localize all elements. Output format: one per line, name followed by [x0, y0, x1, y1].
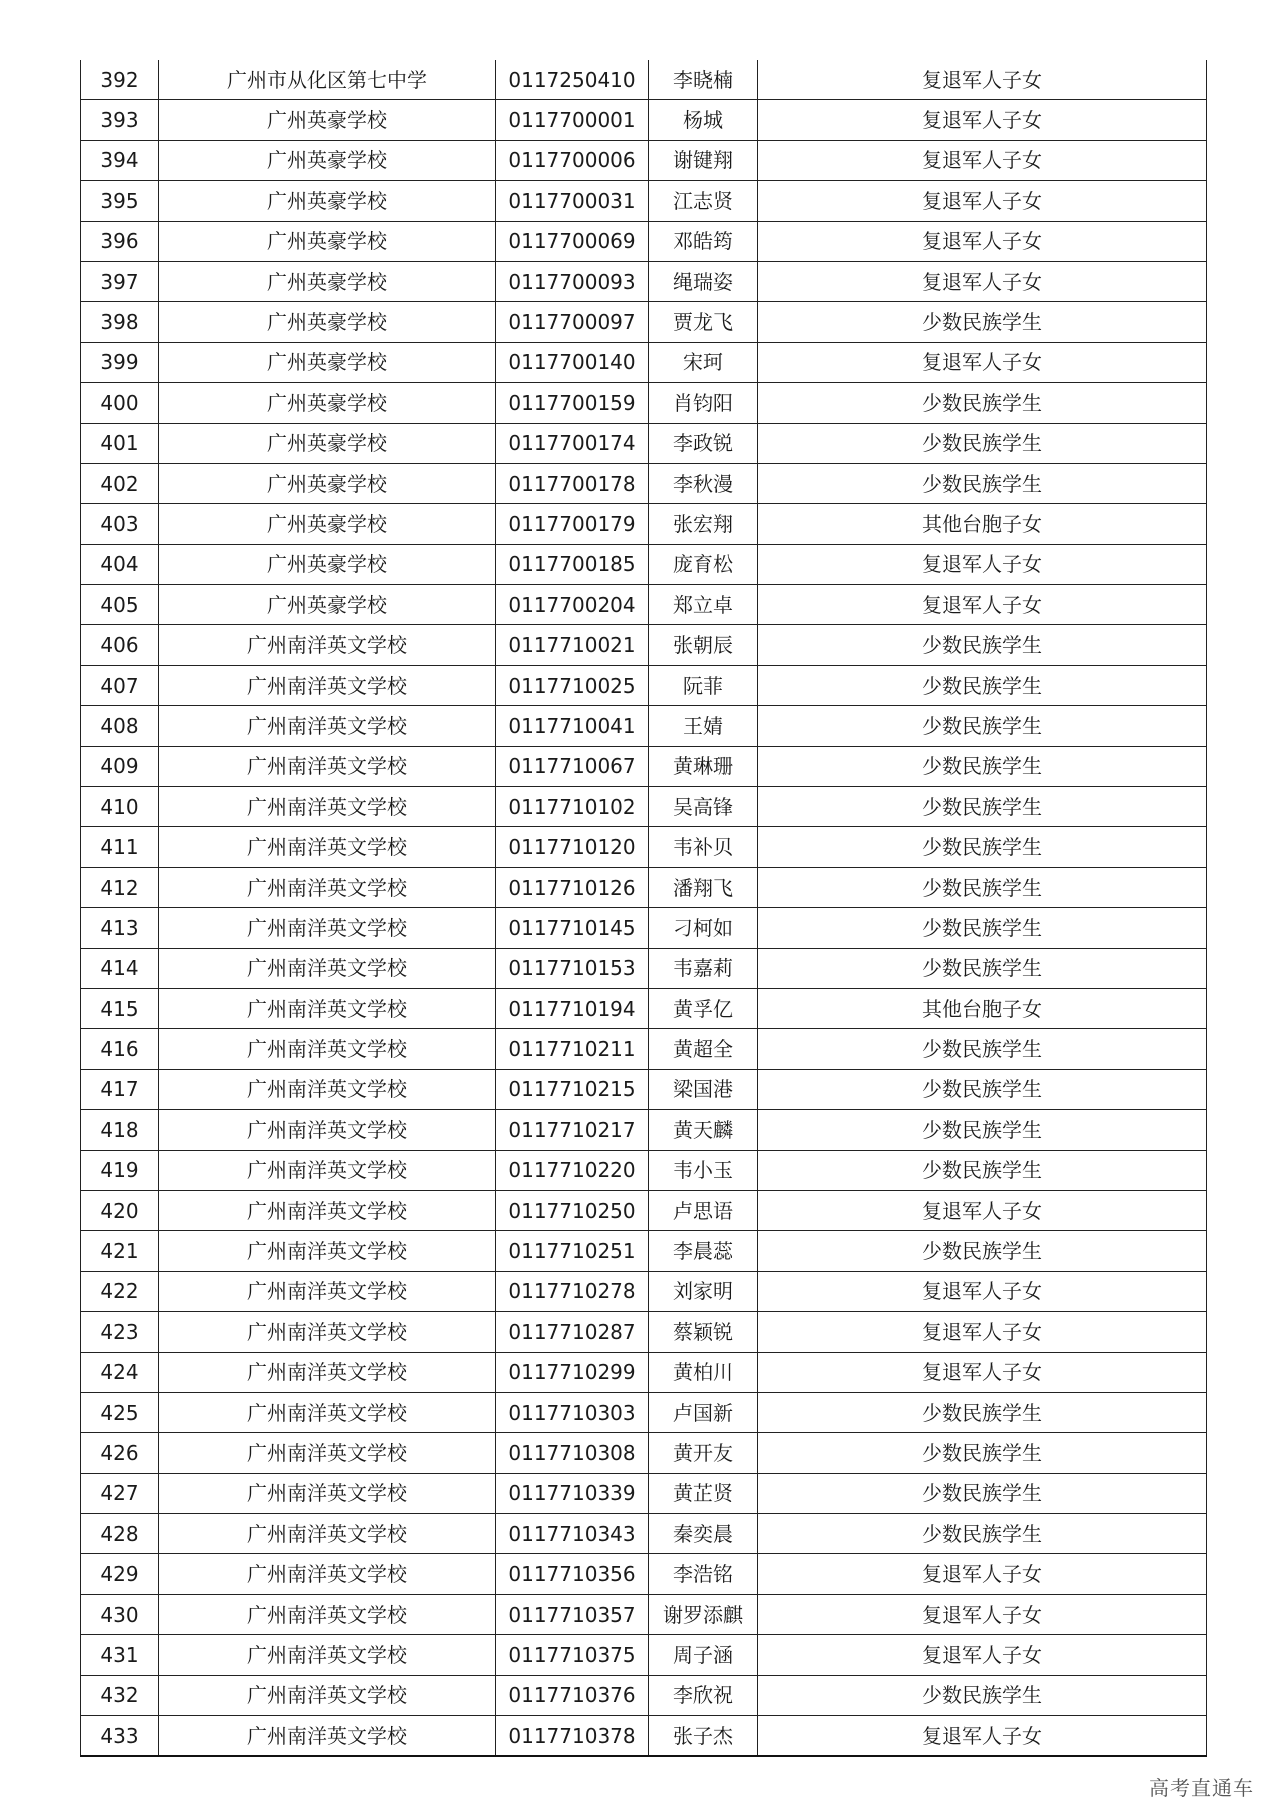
student-name-cell: 周子涵 [649, 1635, 758, 1675]
school-name-cell: 广州市从化区第七中学 [159, 60, 496, 100]
row-number-cell: 395 [81, 181, 159, 221]
school-name-cell: 广州南洋英文学校 [159, 1069, 496, 1109]
row-number-cell: 393 [81, 100, 159, 140]
exam-number-cell: 0117710120 [496, 827, 649, 867]
exam-number-cell: 0117710378 [496, 1716, 649, 1757]
exam-number-cell: 0117710025 [496, 665, 649, 705]
table-row [81, 60, 1207, 100]
row-number-cell: 415 [81, 988, 159, 1028]
exam-number-cell: 0117700204 [496, 585, 649, 625]
row-number-cell: 403 [81, 504, 159, 544]
row-number-cell: 412 [81, 867, 159, 907]
category-cell: 少数民族学生 [758, 1029, 1207, 1069]
school-name-cell: 广州南洋英文学校 [159, 665, 496, 705]
watermark-text: 高考直通车 [1149, 1776, 1254, 1800]
row-number-cell: 407 [81, 665, 159, 705]
row-number-cell: 421 [81, 1231, 159, 1271]
school-name-cell: 广州南洋英文学校 [159, 1029, 496, 1069]
table-row [81, 1675, 1207, 1715]
category-cell: 复退军人子女 [758, 261, 1207, 301]
student-name-cell: 李欣祝 [649, 1675, 758, 1715]
student-name-cell: 张子杰 [649, 1716, 758, 1757]
exam-number-cell: 0117710339 [496, 1473, 649, 1513]
table-row [81, 1473, 1207, 1513]
category-cell: 少数民族学生 [758, 1473, 1207, 1513]
exam-number-cell: 0117710220 [496, 1150, 649, 1190]
student-name-cell: 刁柯如 [649, 908, 758, 948]
school-name-cell: 广州南洋英文学校 [159, 1150, 496, 1190]
table-row [81, 1716, 1207, 1757]
exam-number-cell: 0117700174 [496, 423, 649, 463]
row-number-cell: 424 [81, 1352, 159, 1392]
exam-number-cell: 0117700185 [496, 544, 649, 584]
category-cell: 复退军人子女 [758, 1594, 1207, 1634]
school-name-cell: 广州英豪学校 [159, 544, 496, 584]
student-name-cell: 李政锐 [649, 423, 758, 463]
row-number-cell: 414 [81, 948, 159, 988]
row-number-cell: 417 [81, 1069, 159, 1109]
category-cell: 复退军人子女 [758, 585, 1207, 625]
row-number-cell: 405 [81, 585, 159, 625]
category-cell: 复退军人子女 [758, 1635, 1207, 1675]
table-row [81, 383, 1207, 423]
row-number-cell: 406 [81, 625, 159, 665]
student-name-cell: 潘翔飞 [649, 867, 758, 907]
table-row [81, 1514, 1207, 1554]
row-number-cell: 408 [81, 706, 159, 746]
category-cell: 少数民族学生 [758, 867, 1207, 907]
school-name-cell: 广州南洋英文学校 [159, 867, 496, 907]
row-number-cell: 430 [81, 1594, 159, 1634]
category-cell: 少数民族学生 [758, 908, 1207, 948]
category-cell: 复退军人子女 [758, 60, 1207, 100]
school-name-cell: 广州南洋英文学校 [159, 1594, 496, 1634]
category-cell: 复退军人子女 [758, 140, 1207, 180]
school-name-cell: 广州南洋英文学校 [159, 787, 496, 827]
table-row [81, 787, 1207, 827]
row-number-cell: 416 [81, 1029, 159, 1069]
row-number-cell: 426 [81, 1433, 159, 1473]
table-row [81, 948, 1207, 988]
row-number-cell: 425 [81, 1392, 159, 1432]
row-number-cell: 431 [81, 1635, 159, 1675]
table-row [81, 342, 1207, 382]
row-number-cell: 422 [81, 1271, 159, 1311]
category-cell: 少数民族学生 [758, 706, 1207, 746]
category-cell: 少数民族学生 [758, 787, 1207, 827]
category-cell: 复退军人子女 [758, 1312, 1207, 1352]
row-number-cell: 394 [81, 140, 159, 180]
school-name-cell: 广州南洋英文学校 [159, 1231, 496, 1271]
category-cell: 复退军人子女 [758, 181, 1207, 221]
category-cell: 复退军人子女 [758, 100, 1207, 140]
table-row [81, 544, 1207, 584]
category-cell: 少数民族学生 [758, 1150, 1207, 1190]
category-cell: 少数民族学生 [758, 827, 1207, 867]
table-row [81, 504, 1207, 544]
student-name-cell: 黄孚亿 [649, 988, 758, 1028]
student-name-cell: 肖钧阳 [649, 383, 758, 423]
student-name-cell: 江志贤 [649, 181, 758, 221]
student-name-cell: 黄琳珊 [649, 746, 758, 786]
exam-number-cell: 0117710356 [496, 1554, 649, 1594]
row-number-cell: 423 [81, 1312, 159, 1352]
student-name-cell: 郑立卓 [649, 585, 758, 625]
school-name-cell: 广州英豪学校 [159, 221, 496, 261]
exam-number-cell: 0117710102 [496, 787, 649, 827]
student-name-cell: 韦补贝 [649, 827, 758, 867]
school-name-cell: 广州南洋英文学校 [159, 1271, 496, 1311]
student-name-cell: 黄开友 [649, 1433, 758, 1473]
exam-number-cell: 0117710067 [496, 746, 649, 786]
row-number-cell: 410 [81, 787, 159, 827]
exam-number-cell: 0117710287 [496, 1312, 649, 1352]
row-number-cell: 427 [81, 1473, 159, 1513]
category-cell: 少数民族学生 [758, 1231, 1207, 1271]
table-row [81, 1433, 1207, 1473]
student-name-cell: 杨城 [649, 100, 758, 140]
table-row [81, 1190, 1207, 1230]
school-name-cell: 广州南洋英文学校 [159, 988, 496, 1028]
student-name-cell: 李秋漫 [649, 463, 758, 503]
school-name-cell: 广州英豪学校 [159, 585, 496, 625]
category-cell: 复退军人子女 [758, 544, 1207, 584]
school-name-cell: 广州南洋英文学校 [159, 827, 496, 867]
exam-number-cell: 0117250410 [496, 60, 649, 100]
row-number-cell: 399 [81, 342, 159, 382]
table-row [81, 1029, 1207, 1069]
exam-number-cell: 0117710211 [496, 1029, 649, 1069]
table-row [81, 665, 1207, 705]
exam-number-cell: 0117710357 [496, 1594, 649, 1634]
school-name-cell: 广州南洋英文学校 [159, 1514, 496, 1554]
row-number-cell: 401 [81, 423, 159, 463]
category-cell: 复退军人子女 [758, 1190, 1207, 1230]
row-number-cell: 404 [81, 544, 159, 584]
category-cell: 少数民族学生 [758, 948, 1207, 988]
table-row [81, 1594, 1207, 1634]
category-cell: 复退军人子女 [758, 1271, 1207, 1311]
exam-number-cell: 0117710021 [496, 625, 649, 665]
table-row [81, 140, 1207, 180]
exam-number-cell: 0117700001 [496, 100, 649, 140]
exam-number-cell: 0117700031 [496, 181, 649, 221]
row-number-cell: 432 [81, 1675, 159, 1715]
table-row [81, 746, 1207, 786]
exam-number-cell: 0117710041 [496, 706, 649, 746]
row-number-cell: 419 [81, 1150, 159, 1190]
student-name-cell: 宋珂 [649, 342, 758, 382]
row-number-cell: 428 [81, 1514, 159, 1554]
student-name-cell: 韦小玉 [649, 1150, 758, 1190]
row-number-cell: 397 [81, 261, 159, 301]
row-number-cell: 418 [81, 1110, 159, 1150]
row-number-cell: 396 [81, 221, 159, 261]
category-cell: 复退军人子女 [758, 1352, 1207, 1392]
category-cell: 复退军人子女 [758, 1554, 1207, 1594]
school-name-cell: 广州南洋英文学校 [159, 1675, 496, 1715]
student-name-cell: 刘家明 [649, 1271, 758, 1311]
student-name-cell: 卢思语 [649, 1190, 758, 1230]
student-name-cell: 黄柏川 [649, 1352, 758, 1392]
student-name-cell: 吴高锋 [649, 787, 758, 827]
school-name-cell: 广州南洋英文学校 [159, 746, 496, 786]
school-name-cell: 广州南洋英文学校 [159, 1190, 496, 1230]
table-row [81, 585, 1207, 625]
category-cell: 少数民族学生 [758, 1110, 1207, 1150]
exam-number-cell: 0117710145 [496, 908, 649, 948]
school-name-cell: 广州英豪学校 [159, 181, 496, 221]
table-row [81, 261, 1207, 301]
school-name-cell: 广州英豪学校 [159, 423, 496, 463]
table-row [81, 1271, 1207, 1311]
school-name-cell: 广州英豪学校 [159, 504, 496, 544]
category-cell: 复退军人子女 [758, 342, 1207, 382]
table-row [81, 423, 1207, 463]
exam-number-cell: 0117710376 [496, 1675, 649, 1715]
school-name-cell: 广州南洋英文学校 [159, 706, 496, 746]
row-number-cell: 392 [81, 60, 159, 100]
student-name-cell: 张宏翔 [649, 504, 758, 544]
table-row [81, 1352, 1207, 1392]
student-name-cell: 邓皓筠 [649, 221, 758, 261]
exam-number-cell: 0117700140 [496, 342, 649, 382]
school-name-cell: 广州南洋英文学校 [159, 625, 496, 665]
table-row [81, 1110, 1207, 1150]
table-row [81, 1312, 1207, 1352]
student-name-cell: 李晨蕊 [649, 1231, 758, 1271]
category-cell: 少数民族学生 [758, 1433, 1207, 1473]
exam-number-cell: 0117710308 [496, 1433, 649, 1473]
student-name-cell: 张朝辰 [649, 625, 758, 665]
student-name-cell: 黄芷贤 [649, 1473, 758, 1513]
exam-number-cell: 0117710375 [496, 1635, 649, 1675]
student-name-cell: 王婧 [649, 706, 758, 746]
category-cell: 少数民族学生 [758, 665, 1207, 705]
table-row [81, 1150, 1207, 1190]
school-name-cell: 广州英豪学校 [159, 302, 496, 342]
student-name-cell: 谢罗添麒 [649, 1594, 758, 1634]
student-name-cell: 韦嘉莉 [649, 948, 758, 988]
exam-number-cell: 0117710153 [496, 948, 649, 988]
school-name-cell: 广州南洋英文学校 [159, 1110, 496, 1150]
student-name-cell: 梁国港 [649, 1069, 758, 1109]
exam-number-cell: 0117710278 [496, 1271, 649, 1311]
table-row [81, 302, 1207, 342]
row-number-cell: 411 [81, 827, 159, 867]
table-row [81, 463, 1207, 503]
student-name-cell: 谢键翔 [649, 140, 758, 180]
students-table [80, 60, 1207, 1757]
students-table-body [81, 60, 1207, 1756]
category-cell: 少数民族学生 [758, 383, 1207, 423]
table-row [81, 1069, 1207, 1109]
exam-number-cell: 0117700179 [496, 504, 649, 544]
exam-number-cell: 0117700159 [496, 383, 649, 423]
student-name-cell: 李晓楠 [649, 60, 758, 100]
row-number-cell: 398 [81, 302, 159, 342]
row-number-cell: 413 [81, 908, 159, 948]
school-name-cell: 广州南洋英文学校 [159, 1554, 496, 1594]
student-name-cell: 贾龙飞 [649, 302, 758, 342]
school-name-cell: 广州英豪学校 [159, 463, 496, 503]
school-name-cell: 广州南洋英文学校 [159, 1433, 496, 1473]
table-row [81, 827, 1207, 867]
table-row [81, 988, 1207, 1028]
category-cell: 少数民族学生 [758, 423, 1207, 463]
exam-number-cell: 0117710215 [496, 1069, 649, 1109]
student-name-cell: 蔡颖锐 [649, 1312, 758, 1352]
exam-number-cell: 0117700097 [496, 302, 649, 342]
table-row [81, 1231, 1207, 1271]
student-name-cell: 绳瑞姿 [649, 261, 758, 301]
exam-number-cell: 0117710303 [496, 1392, 649, 1432]
school-name-cell: 广州南洋英文学校 [159, 1473, 496, 1513]
school-name-cell: 广州南洋英文学校 [159, 1312, 496, 1352]
category-cell: 少数民族学生 [758, 463, 1207, 503]
category-cell: 少数民族学生 [758, 1392, 1207, 1432]
school-name-cell: 广州南洋英文学校 [159, 1352, 496, 1392]
exam-number-cell: 0117710343 [496, 1514, 649, 1554]
school-name-cell: 广州南洋英文学校 [159, 948, 496, 988]
table-row [81, 908, 1207, 948]
table-row [81, 1554, 1207, 1594]
row-number-cell: 402 [81, 463, 159, 503]
student-name-cell: 庞育松 [649, 544, 758, 584]
table-row [81, 1635, 1207, 1675]
school-name-cell: 广州南洋英文学校 [159, 908, 496, 948]
school-name-cell: 广州英豪学校 [159, 383, 496, 423]
table-row [81, 181, 1207, 221]
school-name-cell: 广州英豪学校 [159, 342, 496, 382]
exam-number-cell: 0117700093 [496, 261, 649, 301]
exam-number-cell: 0117710126 [496, 867, 649, 907]
table-row [81, 100, 1207, 140]
category-cell: 少数民族学生 [758, 1675, 1207, 1715]
student-name-cell: 阮菲 [649, 665, 758, 705]
school-name-cell: 广州英豪学校 [159, 261, 496, 301]
row-number-cell: 420 [81, 1190, 159, 1230]
row-number-cell: 429 [81, 1554, 159, 1594]
category-cell: 复退军人子女 [758, 1716, 1207, 1757]
student-name-cell: 黄天麟 [649, 1110, 758, 1150]
student-name-cell: 卢国新 [649, 1392, 758, 1432]
table-row [81, 706, 1207, 746]
student-name-cell: 秦奕晨 [649, 1514, 758, 1554]
category-cell: 复退军人子女 [758, 221, 1207, 261]
school-name-cell: 广州南洋英文学校 [159, 1392, 496, 1432]
table-row [81, 1392, 1207, 1432]
category-cell: 少数民族学生 [758, 625, 1207, 665]
student-name-cell: 黄超全 [649, 1029, 758, 1069]
student-name-cell: 李浩铭 [649, 1554, 758, 1594]
school-name-cell: 广州英豪学校 [159, 140, 496, 180]
category-cell: 少数民族学生 [758, 1514, 1207, 1554]
exam-number-cell: 0117700178 [496, 463, 649, 503]
school-name-cell: 广州南洋英文学校 [159, 1635, 496, 1675]
exam-number-cell: 0117700006 [496, 140, 649, 180]
exam-number-cell: 0117710299 [496, 1352, 649, 1392]
exam-number-cell: 0117710194 [496, 988, 649, 1028]
category-cell: 少数民族学生 [758, 746, 1207, 786]
exam-number-cell: 0117700069 [496, 221, 649, 261]
exam-number-cell: 0117710250 [496, 1190, 649, 1230]
exam-number-cell: 0117710217 [496, 1110, 649, 1150]
table-row [81, 221, 1207, 261]
school-name-cell: 广州南洋英文学校 [159, 1716, 496, 1757]
row-number-cell: 433 [81, 1716, 159, 1757]
category-cell: 其他台胞子女 [758, 988, 1207, 1028]
category-cell: 少数民族学生 [758, 302, 1207, 342]
school-name-cell: 广州英豪学校 [159, 100, 496, 140]
row-number-cell: 400 [81, 383, 159, 423]
row-number-cell: 409 [81, 746, 159, 786]
table-row [81, 625, 1207, 665]
table-row [81, 867, 1207, 907]
category-cell: 少数民族学生 [758, 1069, 1207, 1109]
exam-number-cell: 0117710251 [496, 1231, 649, 1271]
category-cell: 其他台胞子女 [758, 504, 1207, 544]
